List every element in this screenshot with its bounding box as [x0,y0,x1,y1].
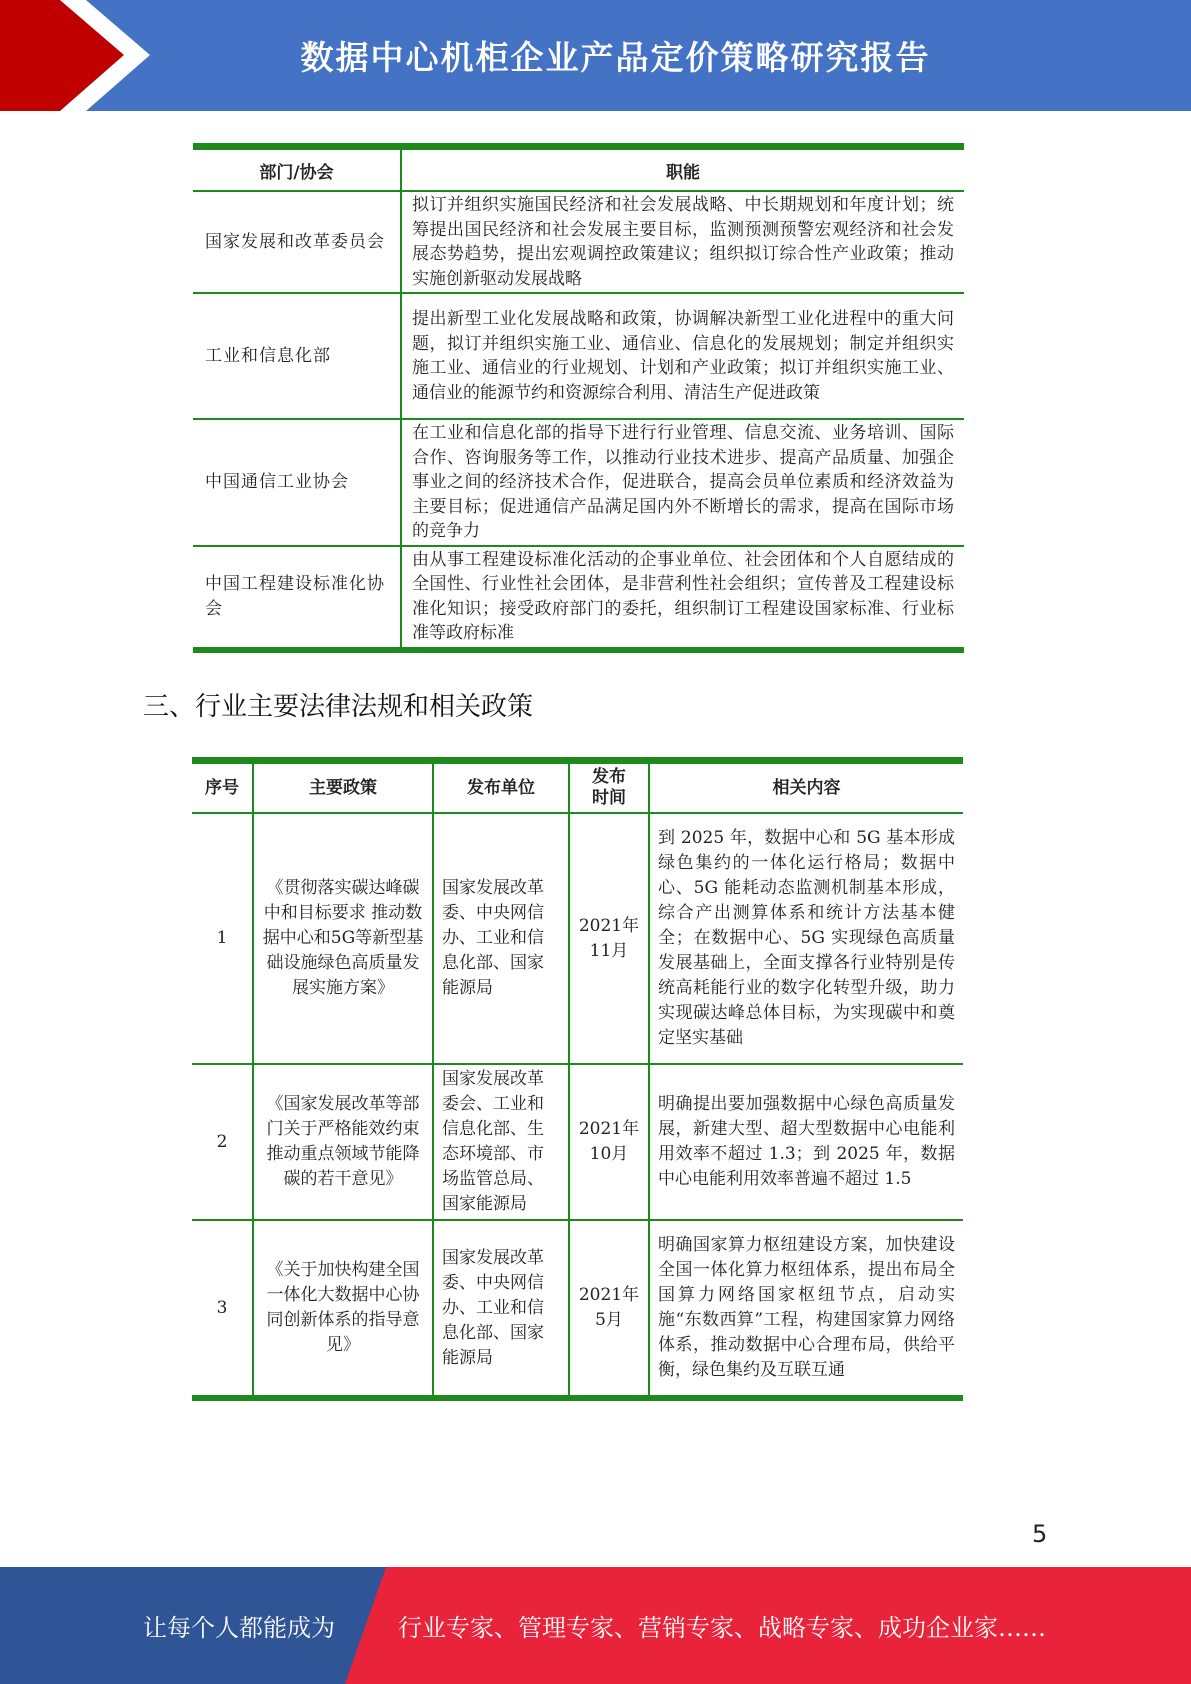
table-header-row [193,147,964,192]
column-header: 发布时间 [569,761,649,814]
func-cell: 拟订并组织实施国民经济和社会发展战略、中长期规划和年度计划；统筹提出国民经济和社会发展主要目标，监测预测预警宏观经济和社会发展态势趋势，提出宏观调控政策建议；组织拟订综合性产业政策；推动实施创新驱动发展战略 [401,191,964,293]
policy-table [192,757,963,1401]
table-row [193,546,964,650]
footer-slogan-right: 行业专家、管理专家、营销专家、战略专家、成功企业家…… [398,1614,1046,1642]
page-footer [0,1567,1191,1684]
dept-cell: 中国通信工业协会 [193,419,401,546]
footer-slogan-left: 让每个人都能成为 [143,1614,335,1642]
table-row [193,419,964,546]
policy-content: 明确国家算力枢纽建设方案，加快建设全国一体化算力枢纽体系，提出布局全国算力网络国家枢纽节点，启动实施“东数西算”工程，构建国家算力网络体系，推动数据中心合理布局，供给平衡，绿色集约及互联互通 [649,1220,963,1398]
dept-cell: 国家发展和改革委员会 [193,191,401,293]
column-header: 相关内容 [649,761,963,814]
func-cell: 提出新型工业化发展战略和政策，协调解决新型工业化进程中的重大问题，拟订并组织实施工业、通信业、信息化的发展规划；制定并组织实施工业、通信业的行业规划、计划和产业政策；拟订并组织实施工业、通信业的能源节约和资源综合利用、清洁生产促进政策 [401,293,964,419]
policy-content: 到 2025 年，数据中心和 5G 基本形成绿色集约的一体化运行格局；数据中心、5G 能耗动态监测机制基本形成，综合产出测算体系和统计方法基本健全；在数据中心、5G 实现绿色高质量发展基础上，全面支撑各行业特别是传统高耗能行业的数字化转型升级，助力实现碳达峰总体目标，为实现碳中和奠定坚实基础 [649,813,963,1064]
release-date: 2021年11月 [569,813,649,1064]
page-header [0,0,1191,111]
func-cell: 在工业和信息化部的指导下进行行业管理、信息交流、业务培训、国际合作、咨询服务等工作，以推动行业技术进步、提高产品质量、加强企事业之间的经济技术合作，促进联合，提高会员单位素质和经济效益为主要目标；促进通信产品满足国内外不断增长的需求，提高在国际市场的竞争力 [401,419,964,546]
table-row [192,1220,963,1398]
release-date: 2021年5月 [569,1220,649,1398]
column-header: 职能 [401,147,964,192]
issuer: 国家发展改革委会、工业和信息化部、生态环境部、市场监管总局、国家能源局 [433,1064,569,1220]
column-header: 序号 [192,761,253,814]
func-cell: 由从事工程建设标准化活动的企事业单位、社会团体和个人自愿结成的全国性、行业性社会团体，是非营利性社会组织；宣传普及工程建设标准化知识；接受政府部门的委托，组织制订工程建设国家标准、行业标准等政府标准 [401,546,964,650]
table-row [192,1064,963,1220]
row-number: 1 [192,813,253,1064]
header-arrow-decoration [0,0,200,111]
row-number: 2 [192,1064,253,1220]
table-row [193,293,964,419]
column-header: 发布单位 [433,761,569,814]
department-function-table [193,143,964,653]
column-header: 部门/协会 [193,147,401,192]
row-number: 3 [192,1220,253,1398]
report-title: 数据中心机柜企业产品定价策略研究报告 [300,38,931,77]
issuer: 国家发展改革委、中央网信办、工业和信息化部、国家能源局 [433,1220,569,1398]
table-header-row [192,761,963,814]
table-row [192,813,963,1064]
section-heading: 三、行业主要法律法规和相关政策 [143,692,534,722]
dept-cell: 工业和信息化部 [193,293,401,419]
policy-content: 明确提出要加强数据中心绿色高质量发展，新建大型、超大型数据中心电能利用效率不超过 1.3；到 2025 年，数据中心电能利用效率普遍不超过 1.5 [649,1064,963,1220]
table-row [193,191,964,293]
release-date: 2021年10月 [569,1064,649,1220]
dept-cell: 中国工程建设标准化协会 [193,546,401,650]
page-number: 5 [1032,1520,1048,1548]
policy-name: 《贯彻落实碳达峰碳中和目标要求 推动数据中心和5G等新型基础设施绿色高质量发展实施方案》 [253,813,433,1064]
column-header: 主要政策 [253,761,433,814]
policy-name: 《国家发展改革等部门关于严格能效约束推动重点领域节能降碳的若干意见》 [253,1064,433,1220]
policy-name: 《关于加快构建全国一体化大数据中心协同创新体系的指导意见》 [253,1220,433,1398]
issuer: 国家发展改革委、中央网信办、工业和信息化部、国家能源局 [433,813,569,1064]
